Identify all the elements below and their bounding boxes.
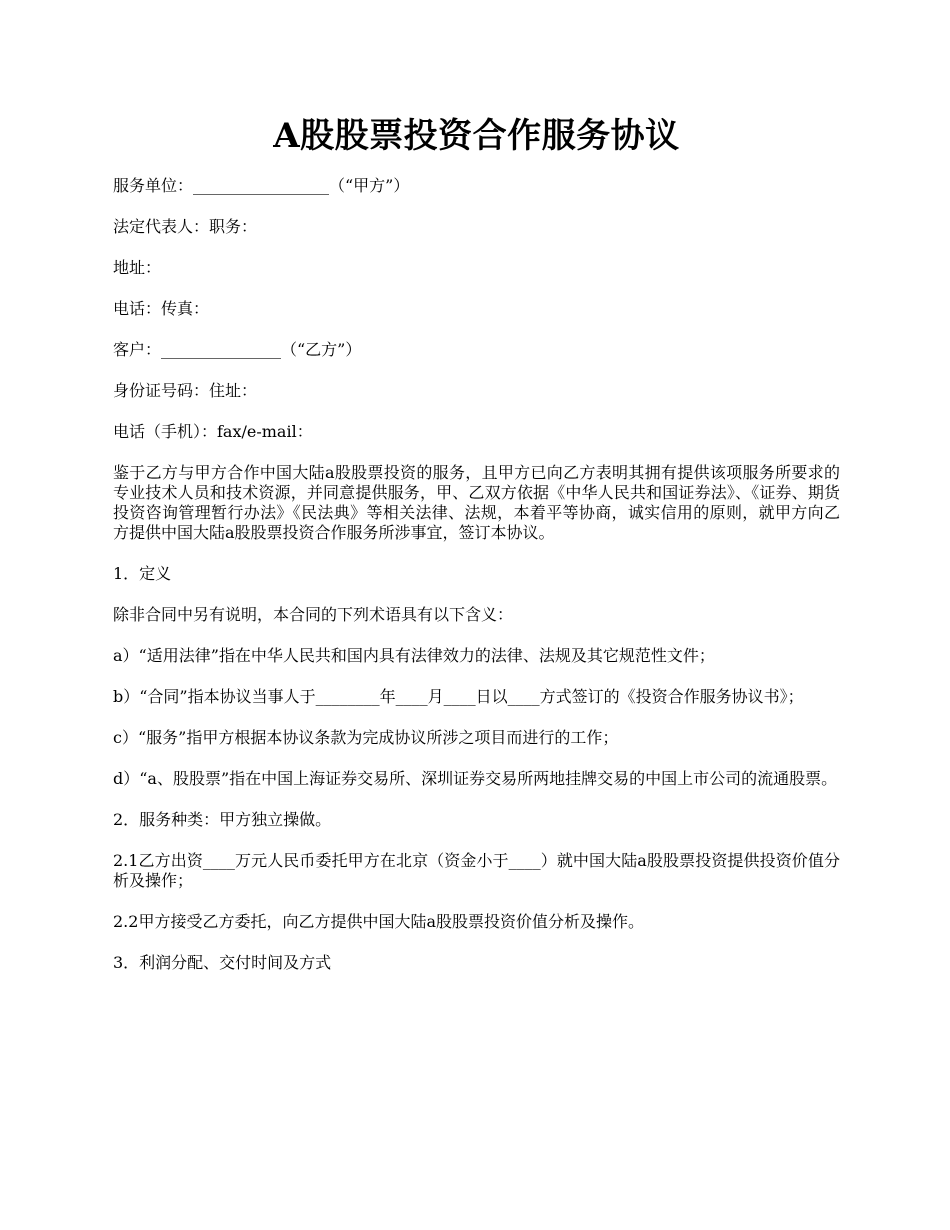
definition-b: b）“合同”指本协议当事人于________年____月____日以____方式签订的《投资合作服务协议书》； <box>113 687 804 706</box>
section-3-heading: 3．利润分配、交付时间及方式 <box>113 953 332 972</box>
address-line: 地址： <box>113 258 162 277</box>
preamble-paragraph: 鉴于乙方与甲方合作中国大陆a股股票投资的服务，且甲方已向乙方表明其拥有提供该项服务所要求的专业技术人员和技术资源，并同意提供服务，甲、乙双方依据《中华人民共和国证券法》、《证券、期货投资咨询管理暂行办法》《民法典》等相关法律、法规，本着平等协商，诚实信用的原则，就甲方向乙方提供中国大陆a股股票投资合作服务所涉事宜，签订本协议。 <box>113 463 840 542</box>
phone-fax-line: 电话：传真： <box>113 299 210 318</box>
clause-2-1: 2.1乙方出资____万元人民币委托甲方在北京（资金小于____）就中国大陆a股股票投资提供投资价值分析及操作； <box>113 851 840 890</box>
definition-a: a）“适用法律”指在中华人民共和国内具有法律效力的法律、法规及其它规范性文件； <box>113 646 715 665</box>
service-unit-line: 服务单位：_________________（“甲方”） <box>113 176 410 195</box>
section-2-heading: 2．服务种类：甲方独立操做。 <box>113 810 332 829</box>
legal-representative-line: 法定代表人：职务： <box>113 217 258 236</box>
mobile-email-line: 电话（手机）：fax/e-mail： <box>113 422 313 441</box>
definition-c: c）“服务”指甲方根据本协议条款为完成协议所涉之项目而进行的工作； <box>113 728 619 747</box>
clause-2-2: 2.2甲方接受乙方委托，向乙方提供中国大陆a股股票投资价值分析及操作。 <box>113 912 644 931</box>
section-1-heading: 1．定义 <box>113 564 172 583</box>
client-line: 客户：_______________（“乙方”） <box>113 340 362 359</box>
definitions-intro: 除非合同中另有说明，本合同的下列术语具有以下含义： <box>113 605 514 624</box>
document-title: A股股票投资合作服务协议 <box>273 116 680 156</box>
id-address-line: 身份证号码：住址： <box>113 381 258 400</box>
definition-d: d）“a、股股票”指在中国上海证券交易所、深圳证券交易所两地挂牌交易的中国上市公司的流通股票。 <box>113 769 838 788</box>
document-page <box>113 110 840 994</box>
